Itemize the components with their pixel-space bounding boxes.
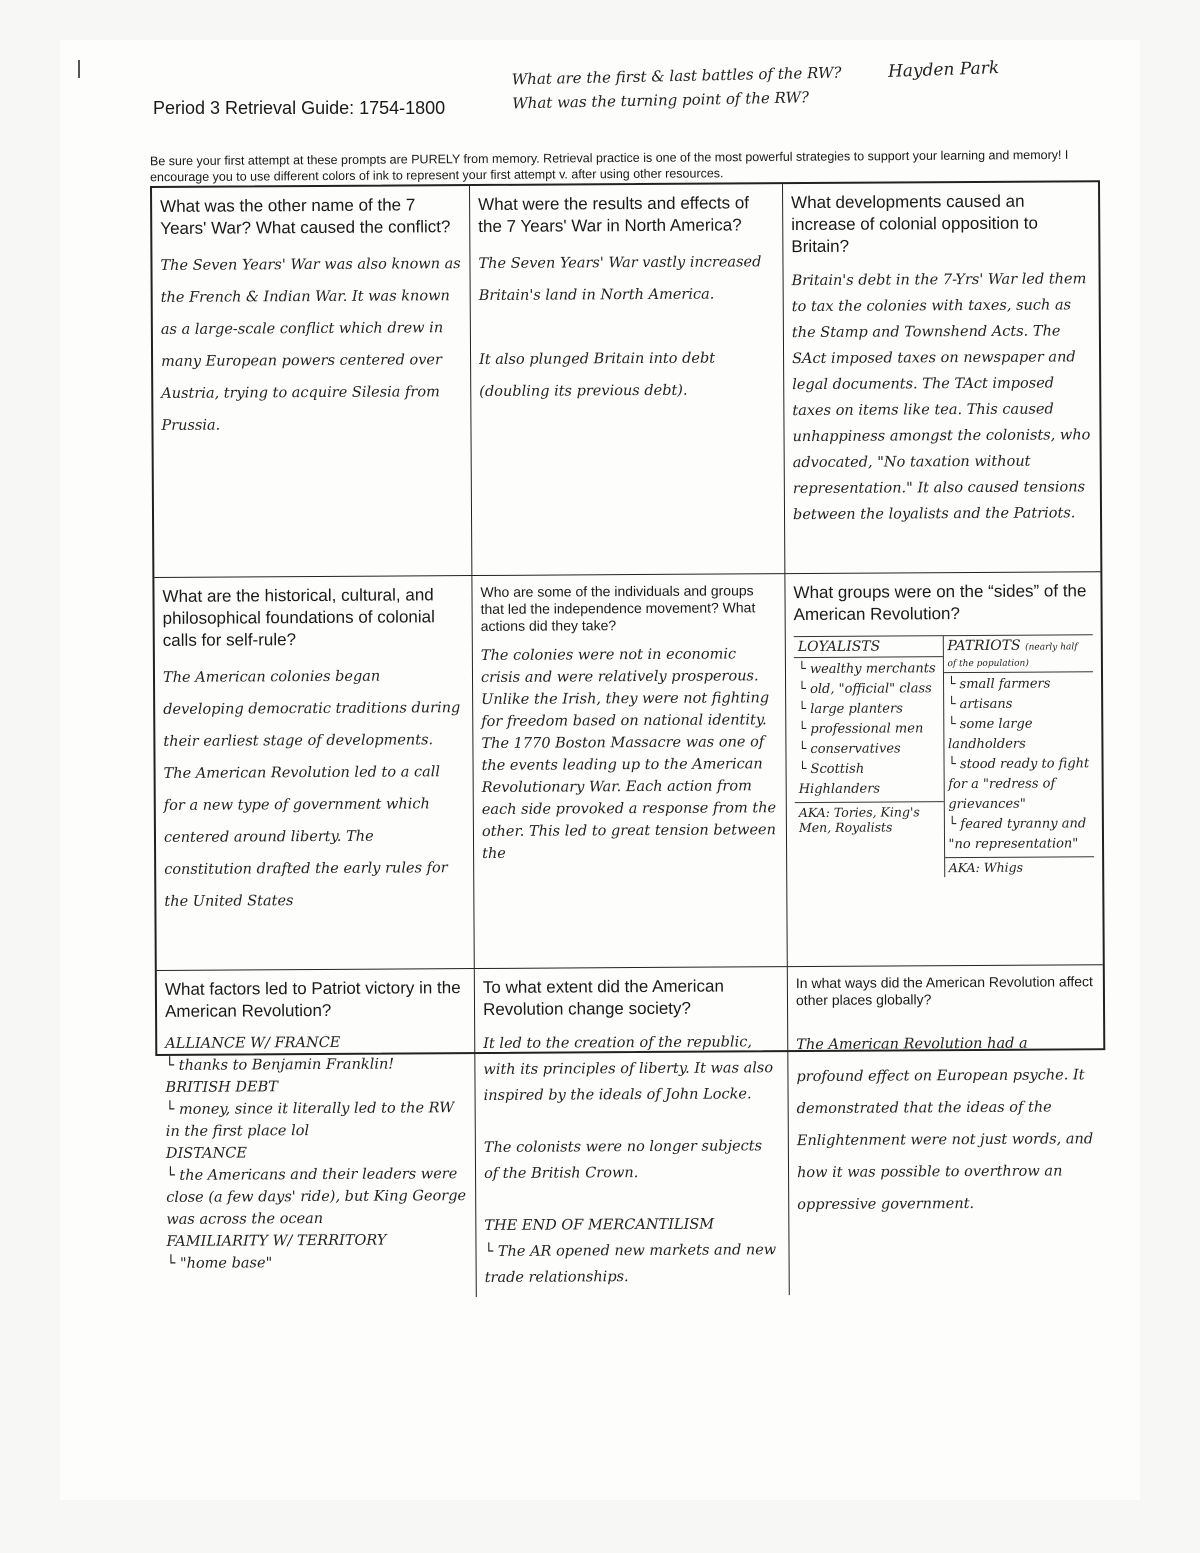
loyalists-aka: AKA: Tories, King's Men, Royalists: [795, 801, 944, 837]
cell-2: [470, 184, 785, 576]
margin-mark: [78, 60, 80, 78]
answer: The Seven Years' War was also known as the French & Indian War. It was known as a large-scale conflict which drew in many European powers centered over Austria, trying to acquire Silesia from Prussia.: [160, 256, 461, 434]
loyalists-items: └ wealthy merchants └ old, "official" class └ large planters └ professional men └ conservatives └ Scottish Highlanders: [797, 661, 936, 798]
patriots-heading-text: PATRIOTS: [947, 637, 1021, 655]
answer: ALLIANCE W/ FRANCE └ thanks to Benjamin Franklin! BRITISH DEBT └ money, since it literally led to the RW in the first place lol DISTANCE └ the Americans and their leaders were close (a few days' ride), but King George was across the ocean FAMILIARITY W/ TERRITORY └ "home base": [165, 1034, 467, 1272]
question: What factors led to Patriot victory in the American Revolution?: [164, 978, 461, 1021]
loyalists-column: [794, 636, 945, 878]
cell-9: [788, 965, 1105, 1295]
sides-table: [794, 634, 1094, 878]
question: In what ways did the American Revolution affect other places globally?: [795, 973, 1093, 1009]
patriots-aka: AKA: Whigs: [945, 856, 1095, 877]
cell-6: [785, 572, 1102, 967]
instructions: Be sure your first attempt at these prompts are PURELY from memory. Retrieval practice is one of the most powerful strategies to support your learning and memory! I encourage you to use different colors of ink to represent your first attempt v. after using other resources.: [149, 147, 1069, 185]
answer: The colonies were not in economic crisis and were relatively prosperous. Unlike the Irish, they were not fighting for freedom based on national identity. The 1770 Boston Massacre was one of the events leading up to the American Revolutionary War. Each action from each side provoked a response from the other. This led to great tension between the: [480, 646, 777, 862]
cell-5: [472, 574, 787, 969]
page-title: Period 3 Retrieval Guide: 1754-1800: [153, 98, 446, 118]
answer: The American Revolution had a profound effect on European psyche. It demonstrated that the ideas of the Enlightenment were not just words, and how it was possible to overthrow an oppressive government.: [796, 1035, 1094, 1214]
cell-8: [475, 967, 790, 1297]
cell-3: [783, 182, 1100, 574]
answer: It led to the creation of the republic, with its principles of liberty. It was also inspired by the ideals of John Locke. The colonists were no longer subjects of the British Crown. THE END OF MERCANTILISM └ The AR opened new markets and new trade relationships.: [483, 1034, 777, 1286]
retrieval-grid: [150, 180, 1105, 1286]
loyalists-heading: LOYALISTS: [794, 636, 943, 658]
question: To what extent did the American Revolution change society?: [482, 976, 724, 1019]
cell-7: [157, 969, 477, 1299]
cell-1: [152, 186, 472, 578]
patriots-heading: [943, 635, 1093, 673]
question: What groups were on the “sides” of the American Revolution?: [793, 581, 1087, 625]
answer: The Seven Years' War vastly increased Britain's land in North America. It also plunged Britain into debt (doubling its previous debt).: [478, 254, 762, 400]
question: What developments caused an increase of colonial opposition to Britain?: [791, 191, 1038, 257]
question: What was the other name of the 7 Years' War? What caused the conflict?: [160, 195, 451, 238]
cell-4: [154, 576, 474, 971]
question: What are the historical, cultural, and philosophical foundations of colonial calls for self-rule?: [162, 585, 435, 650]
patriots-column: [943, 635, 1094, 877]
answer: Britain's debt in the 7-Yrs' War led them to tax the colonies with taxes, such as the Stamp and Townshend Acts. The SAct imposed taxes on newspaper and legal documents. The TAct imposed taxes on items like tea. This caused unhappiness amongst the colonists, who advocated, "No taxation without representation." It also caused tensions between the loyalists and the Patriots.: [791, 271, 1091, 524]
question: What were the results and effects of the 7 Years' War in North America?: [478, 193, 750, 236]
question: Who are some of the individuals and groups that led the independence movement? What actions did they take?: [480, 582, 756, 634]
handwritten-question-2: What was the turning point of the RW?: [512, 88, 810, 113]
handwritten-question-1: What are the first & last battles of the RW?: [511, 63, 842, 89]
answer: The American colonies began developing democratic traditions during their earliest stage of developments. The American Revolution led to a call for a new type of government which centered around liberty. The constitution drafted the early rules for the United States: [162, 668, 461, 910]
patriots-items: └ small farmers └ artisans └ some large landholders └ stood ready to fight for a "redress of grievances" └ feared tyranny and "no representation": [947, 676, 1090, 853]
handwritten-questions: [512, 61, 843, 116]
student-name: Hayden Park: [887, 58, 1000, 82]
patriots-note: (nearly half of the population): [947, 642, 1078, 670]
